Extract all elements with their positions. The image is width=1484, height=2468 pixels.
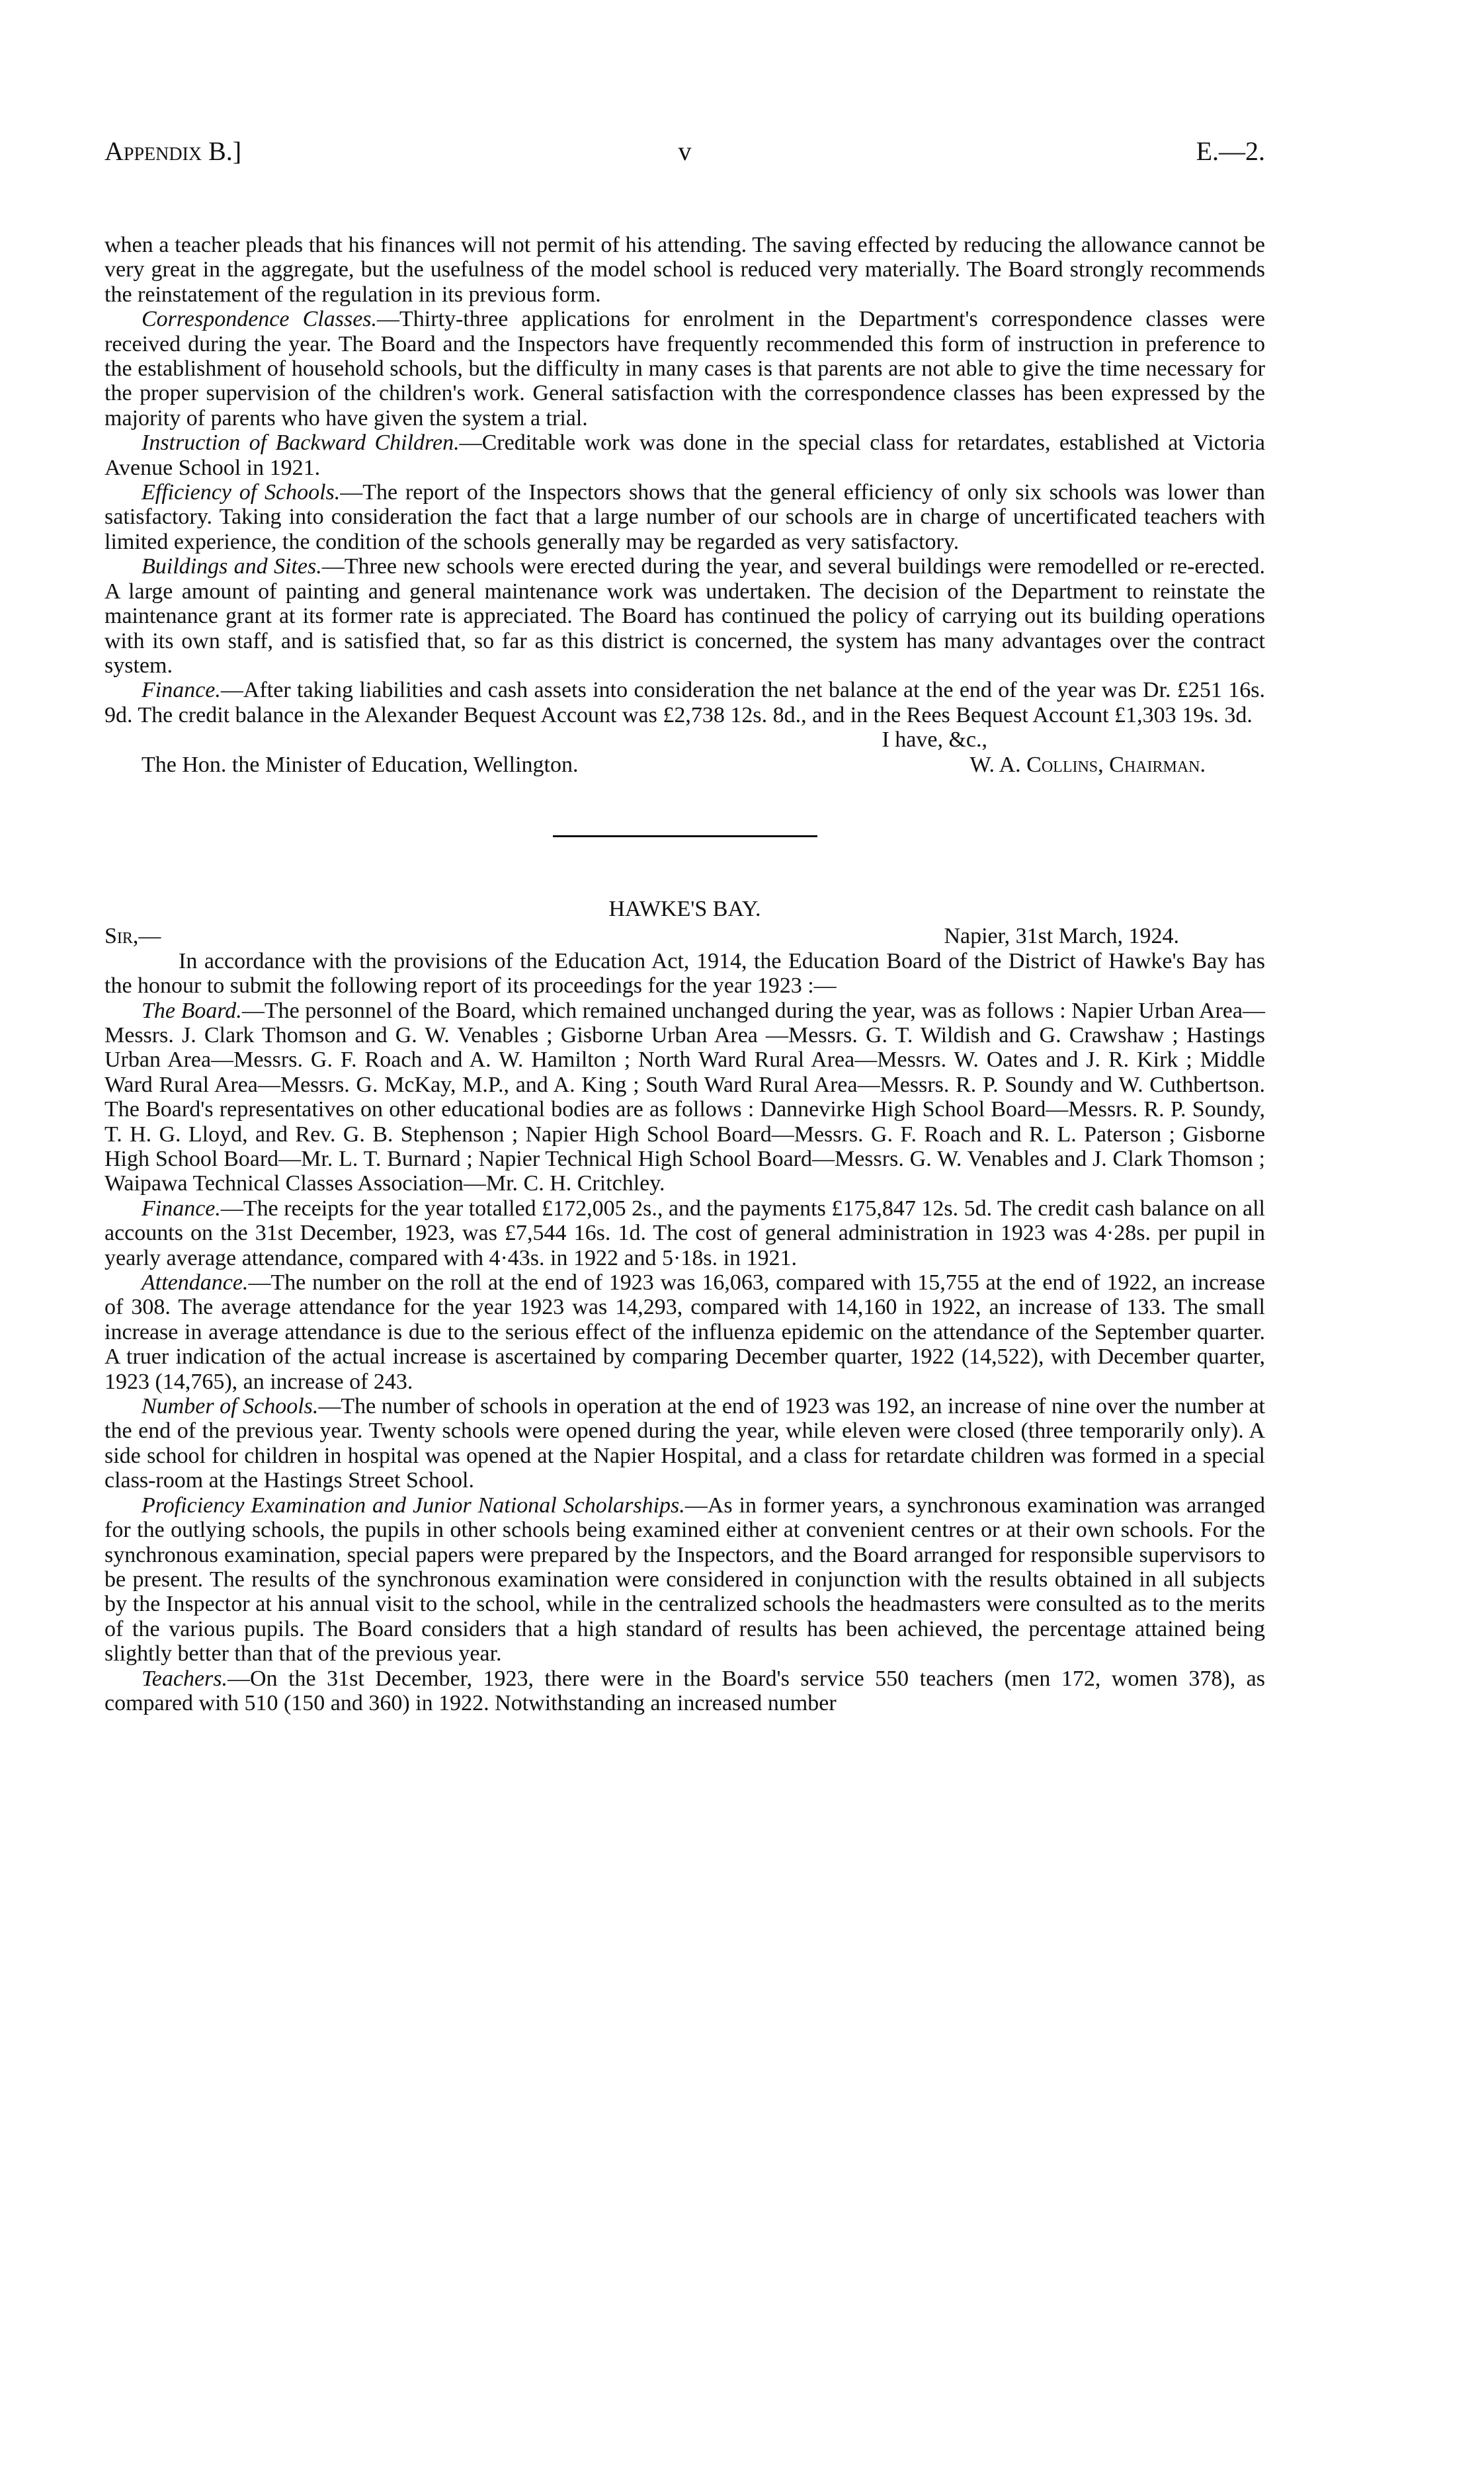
paragraph-heading: Attendance. bbox=[142, 1270, 249, 1296]
running-header bbox=[104, 136, 1265, 169]
continuation-paragraph: when a teacher pleads that his finances will not permit of his attending. The saving effected by reducing the allowance cannot be very great in the aggregate, but the usefulness of the model school is reduced very materially. The Board strongly recommends the reinstatement of the regulation in its previous form. bbox=[104, 233, 1265, 307]
page-body bbox=[104, 233, 1265, 1715]
paragraph-text: —On the 31st December, 1923, there were in the Board's service 550 teachers (men 172, women 378), as compared with 510 (150 and 360) in 1922. Notwithstanding an increased number bbox=[104, 1666, 1265, 1715]
paragraph-heading: Teachers. bbox=[142, 1666, 228, 1691]
signature-line bbox=[104, 753, 1265, 777]
paragraph-text: —Creditable work was done in the special class for retardates, established at Victoria Avenue School in 1921. bbox=[104, 431, 1265, 480]
paragraph-text: —After taking liabilities and cash assets into consideration the net balance at the end of the year was Dr. £251 16s. 9d. The credit balance in the Alexander Bequest Account was £2,738 12s. 8d., and in the Rees Bequest Account £1,303 19s. 3d. bbox=[104, 678, 1265, 727]
paragraph-text: —Three new schools were erected during the year, and several buildings were remodelled or re-erected. A large amount of painting and general maintenance work was undertaken. The decision of the Department to reinstate the maintenance grant at its former rate is appreciated. The Board has continued the policy of carrying out its building operations with its own staff, and is satisfied that, so far as this district is concerned, the system has many advantages over the contract system. bbox=[104, 554, 1265, 678]
addressee: The Hon. the Minister of Education, Wellington. bbox=[142, 752, 579, 777]
paragraph-text: —The number on the roll at the end of 1923 was 16,063, compared with 15,755 at the end of 1922, an increase of 308. The average attendance for the year 1923 was 14,293, compared with 14,160 in 1922, an increase of 133. The small increase in average attendance is due to the serious effect of the influenza epidemic on the attendance of the September quarter. A truer indication of the actual increase is ascertained by comparing December quarter, 1922 (14,522), with December quarter, 1923 (14,765), an increase of 243. bbox=[104, 1270, 1265, 1394]
paragraph-text: —The personnel of the Board, which remained unchanged during the year, was as follows : Napier Urban Area—Messrs. J. Clark Thomson and G. W. Venables ; Gisborne Urban Area —Messrs. G. T. Wildish and G. Crawshaw ; Hastings Urban Area—Messrs. G. F. Roach and A. W. Hamilton ; North Ward Rural Area—Messrs. W. Oates and J. R. Kirk ; Middle Ward Rural Area—Messrs. G. McKay, M.P., and A. King ; South Ward Rural Area—Messrs. R. P. Soundy and W. Cuthbertson. The Board's representatives on other educational bodies are as follows : Dannevirke High School Board—Messrs. R. P. Soundy, T. H. G. Lloyd, and Rev. G. B. Stephenson ; Napier High School Board—Messrs. G. F. Roach and R. L. Paterson ; Gisborne High School Board—Mr. L. T. Burnard ; Napier Technical High School Board—Messrs. G. W. Venables and J. Clark Thomson ; Waipawa Technical Classes Association—Mr. C. H. Critchley. bbox=[104, 998, 1265, 1196]
paragraph bbox=[104, 1666, 1265, 1716]
intro-paragraph: In accordance with the provisions of the Education Act, 1914, the Education Board of the District of Hawke's Bay has the honour to submit the following report of its proceedings for the year 1923 :— bbox=[104, 948, 1265, 999]
paragraph bbox=[104, 480, 1265, 554]
section-title: HAWKE'S BAY. bbox=[608, 896, 761, 921]
header-appendix: Appendix B.] bbox=[104, 136, 242, 166]
salutation: Sir,— bbox=[104, 924, 161, 949]
place-date: Napier, 31st March, 1924. bbox=[944, 924, 1179, 949]
header-page-number: v bbox=[678, 136, 692, 166]
header-document-code: E.—2. bbox=[1196, 136, 1265, 166]
section2-paragraphs bbox=[104, 999, 1265, 1716]
closing: I have, &c., bbox=[882, 727, 987, 753]
paragraph-heading: Finance. bbox=[142, 678, 221, 703]
paragraph-heading: Efficiency of Schools. bbox=[142, 480, 341, 505]
section1-paragraphs bbox=[104, 307, 1265, 727]
paragraph-text: —As in former years, a synchronous examination was arranged for the outlying schools, the pupils in other schools being examined either at convenient centres or at their own schools. For the synchronous examination, special papers were prepared by the Inspectors, and the Board arranged for responsible supervisors to be present. The results of the synchronous examination were considered in conjunction with the results obtained in all subjects by the Inspector at his annual visit to the school, while in the centralized schools the headmasters were consulted as to the merits of the various pupils. The Board considers that a high standard of results has been achieved, the percentage attained being slightly better than that of the previous year. bbox=[104, 1493, 1265, 1666]
paragraph-heading: Proficiency Examination and Junior National Scholarships. bbox=[142, 1493, 685, 1518]
paragraph-text: —The report of the Inspectors shows that the general efficiency of only six schools was lower than satisfactory. Taking into consideration the fact that a large number of our schools are in charge of uncertificated teachers with limited experience, the condition of the schools generally may be regarded as very satisfactory. bbox=[104, 480, 1265, 554]
paragraph-text: —The receipts for the year totalled £172,005 2s., and the payments £175,847 12s. 5d. The credit cash balance on all accounts on the 31st December, 1923, was £7,544 16s. 1d. The cost of general administration in 1923 was 4·28s. per pupil in yearly average attendance, compared with 4·43s. in 1922 and 5·18s. in 1921. bbox=[104, 1196, 1265, 1270]
paragraph-heading: Number of Schools. bbox=[142, 1394, 319, 1419]
paragraph-text: —Thirty-three applications for enrolment in the Department's correspondence classes were received during the year. The Board and the Inspectors have frequently recommended this form of instruction in preference to the establishment of household schools, but the difficulty in many cases is that parents are not able to give the time necessary for the proper supervision of the children's work. General satisfaction with the correspondence classes has been expressed by the majority of parents who have given the system a trial. bbox=[104, 307, 1265, 431]
paragraph bbox=[104, 999, 1265, 1196]
paragraph bbox=[104, 1493, 1265, 1666]
paragraph bbox=[104, 1394, 1265, 1493]
paragraph bbox=[104, 431, 1265, 480]
paragraph-heading: The Board. bbox=[142, 998, 242, 1023]
paragraph bbox=[104, 1196, 1265, 1270]
salutation-line bbox=[104, 924, 1265, 948]
paragraph-text: —The number of schools in operation at the end of 1923 was 192, an increase of nine over the number at the end of the previous year. Twenty schools were opened during the year, while eleven were closed (three temporarily only). A side school for children in hospital was opened at the Napier Hospital, and a class for retardate children was formed in a special class-room at the Hastings Street School. bbox=[104, 1394, 1265, 1493]
paragraph bbox=[104, 554, 1265, 678]
paragraph-heading: Instruction of Backward Children. bbox=[142, 431, 460, 456]
paragraph-heading: Buildings and Sites. bbox=[142, 554, 322, 579]
paragraph bbox=[104, 678, 1265, 727]
paragraph bbox=[104, 1270, 1265, 1394]
signature: W. A. Collins, Chairman. bbox=[969, 752, 1206, 777]
paragraph bbox=[104, 307, 1265, 431]
section-divider bbox=[553, 835, 817, 837]
paragraph-heading: Finance. bbox=[142, 1196, 221, 1221]
paragraph-heading: Correspondence Classes. bbox=[142, 307, 378, 332]
